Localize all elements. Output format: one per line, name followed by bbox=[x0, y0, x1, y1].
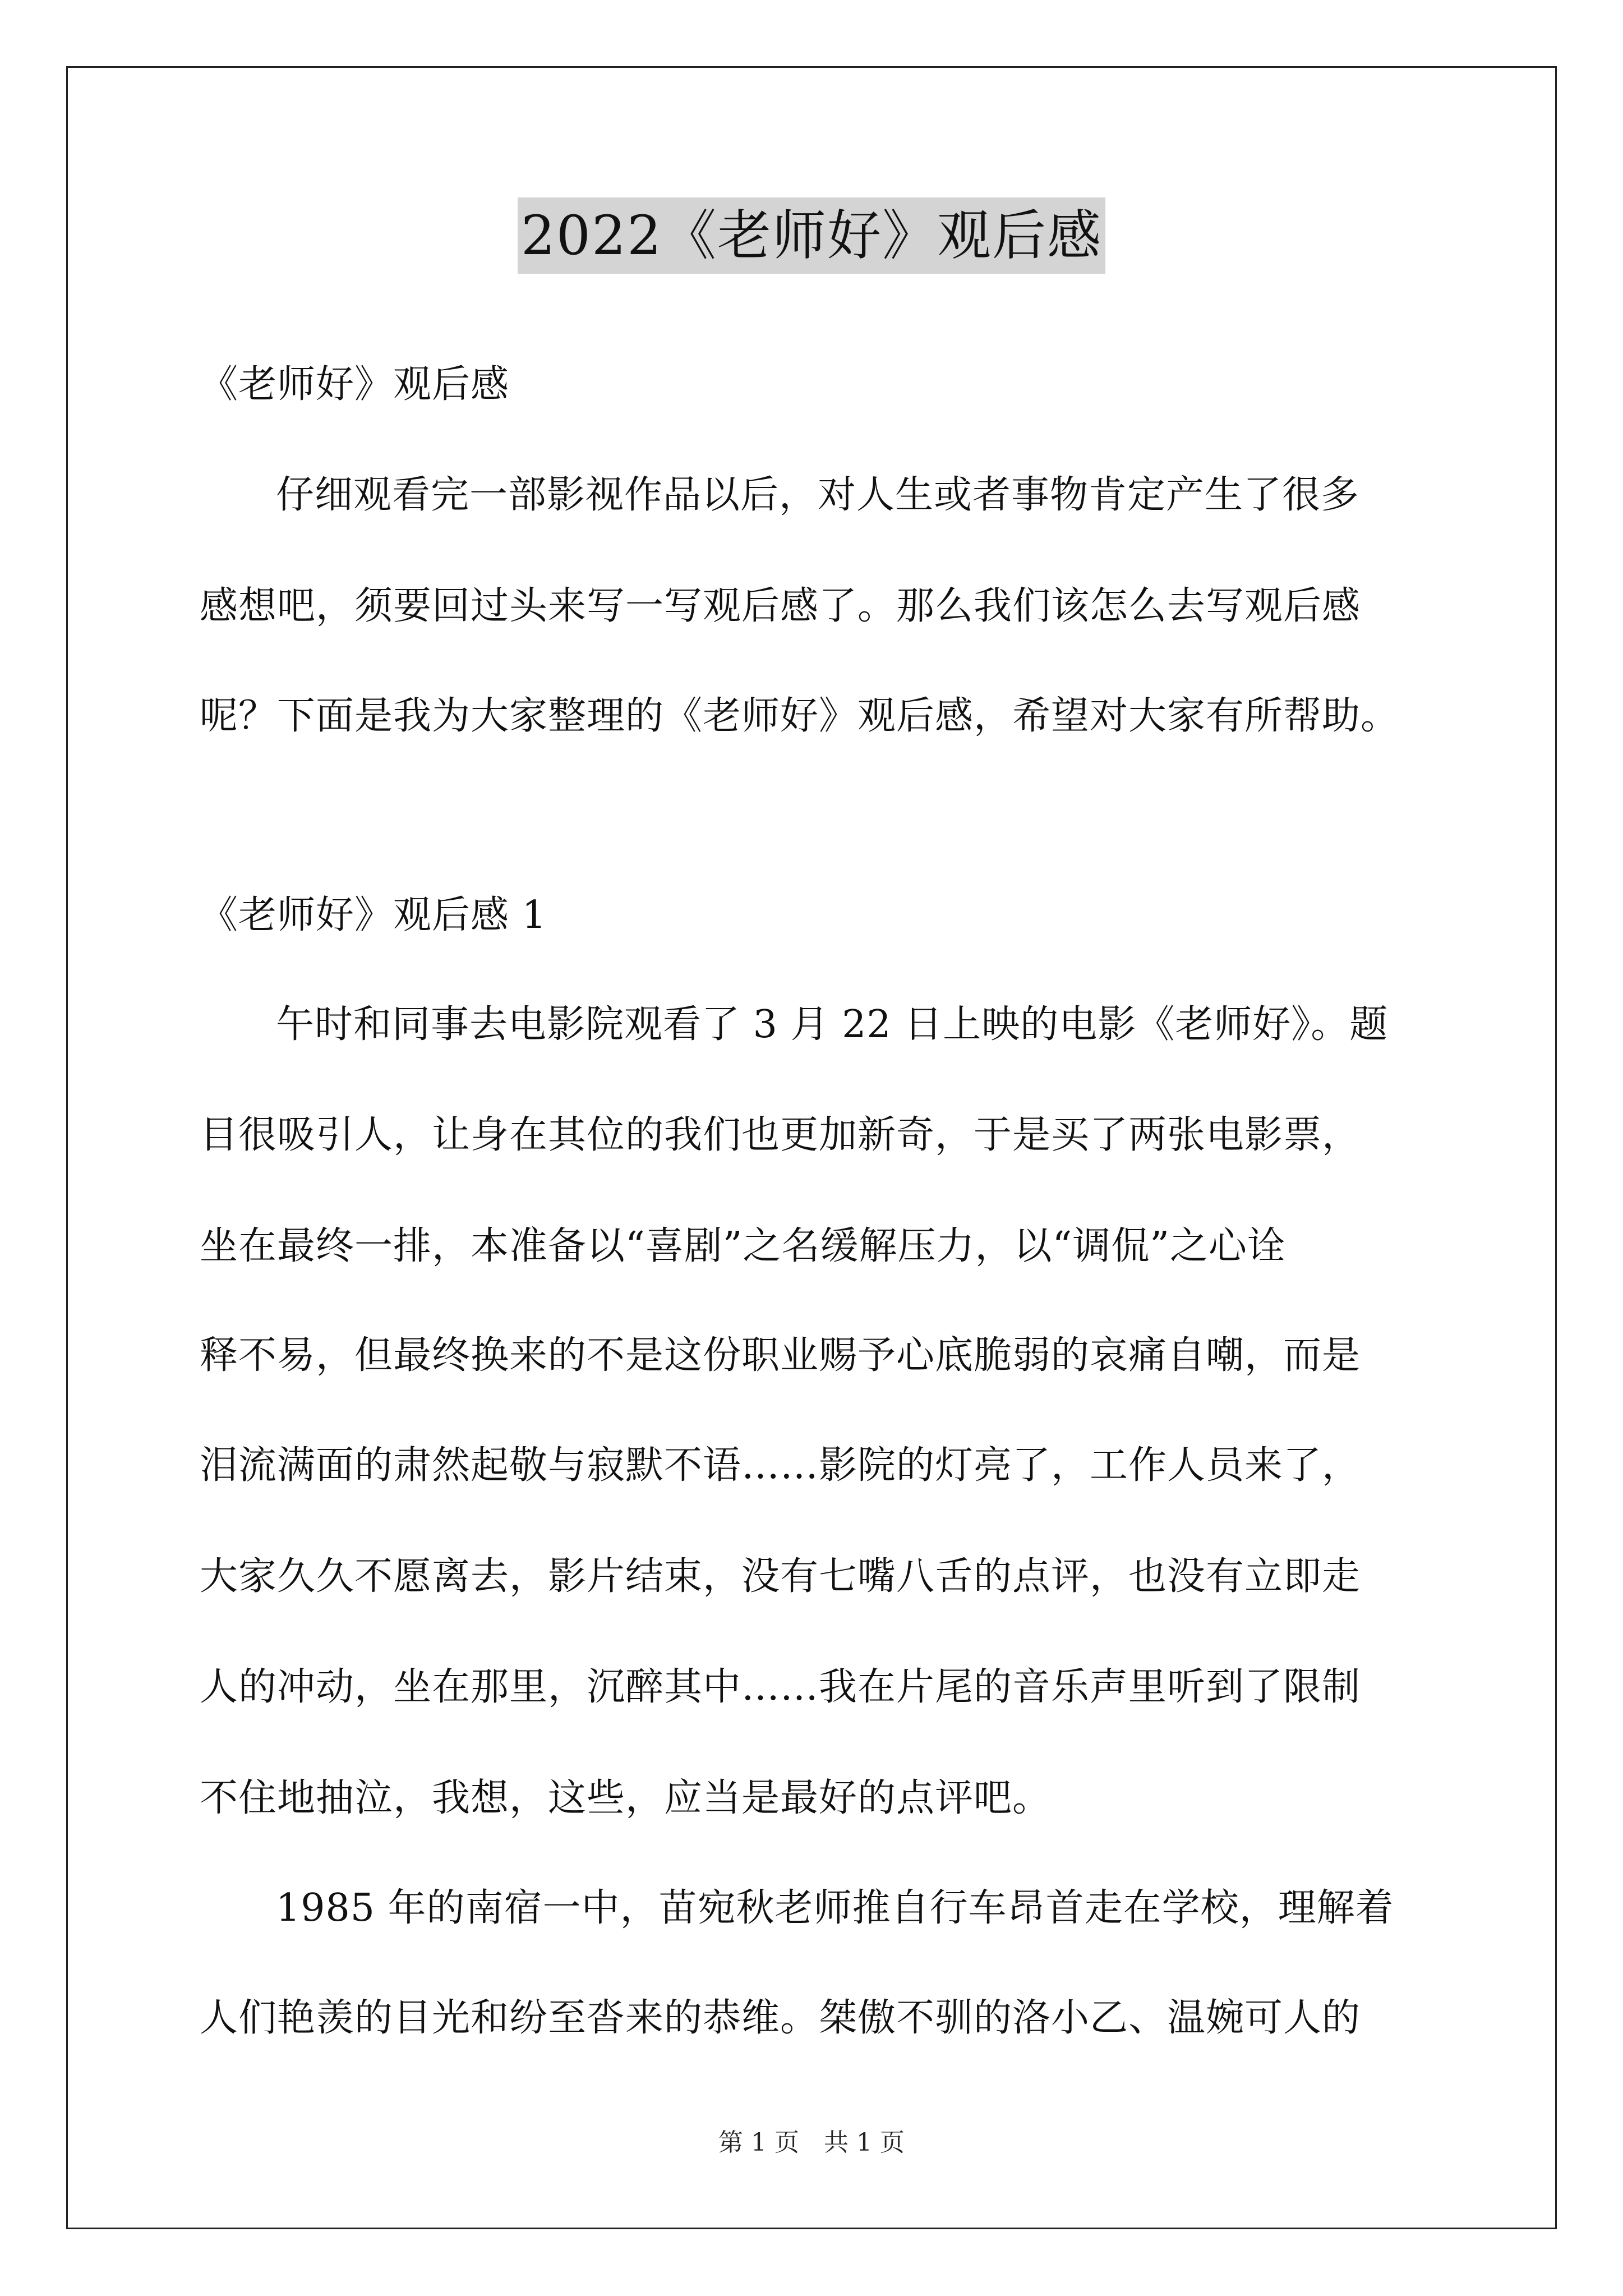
paragraph-line: 感想吧，须要回过头来写一写观后感了。那么我们该怎么去写观后感 bbox=[200, 584, 1361, 628]
paragraph-line: 1985 年的南宿一中，苗宛秋老师推自行车昂首走在学校，理解着 bbox=[276, 1886, 1394, 1930]
paragraph-line: 泪流满面的肃然起敬与寂默不语……影院的灯亮了，工作人员来了， bbox=[200, 1443, 1361, 1488]
page-footer: 第 1 页 共 1 页 bbox=[718, 2128, 905, 2157]
paragraph-line: 不住地抽泣，我想，这些，应当是最好的点评吧。 bbox=[200, 1776, 1052, 1820]
paragraph-line: 坐在最终一排，本准备以“喜剧”之名缓解压力，以“调侃”之心诠 bbox=[200, 1224, 1287, 1268]
paragraph-line: 呢？下面是我为大家整理的《老师好》观后感，希望对大家有所帮助。 bbox=[200, 694, 1400, 738]
paragraph-line: 仔细观看完一部影视作品以后，对人生或者事物肯定产生了很多 bbox=[276, 473, 1360, 517]
paragraph-line: 目很吸引人，让身在其位的我们也更加新奇，于是买了两张电影票， bbox=[200, 1113, 1361, 1157]
section-heading: 《老师好》观后感 1 bbox=[200, 893, 547, 937]
title-container bbox=[0, 197, 1623, 274]
paragraph-line: 释不易，但最终换来的不是这份职业赐予心底脆弱的哀痛自嘲，而是 bbox=[200, 1333, 1361, 1378]
paragraph-line: 午时和同事去电影院观看了 3 月 22 日上映的电影《老师好》。题 bbox=[276, 1002, 1389, 1047]
paragraph-line: 人们艳羡的目光和纷至沓来的恭维。桀傲不驯的洛小乙、温婉可人的 bbox=[200, 1996, 1361, 2040]
paragraph-line: 大家久久不愿离去，影片结束，没有七嘴八舌的点评，也没有立即走 bbox=[200, 1554, 1361, 1599]
document-title: 2022《老师好》观后感 bbox=[518, 197, 1105, 274]
section-heading: 《老师好》观后感 bbox=[200, 362, 510, 407]
paragraph-line: 人的冲动，坐在那里，沉醉其中……我在片尾的音乐声里听到了限制 bbox=[200, 1665, 1361, 1709]
